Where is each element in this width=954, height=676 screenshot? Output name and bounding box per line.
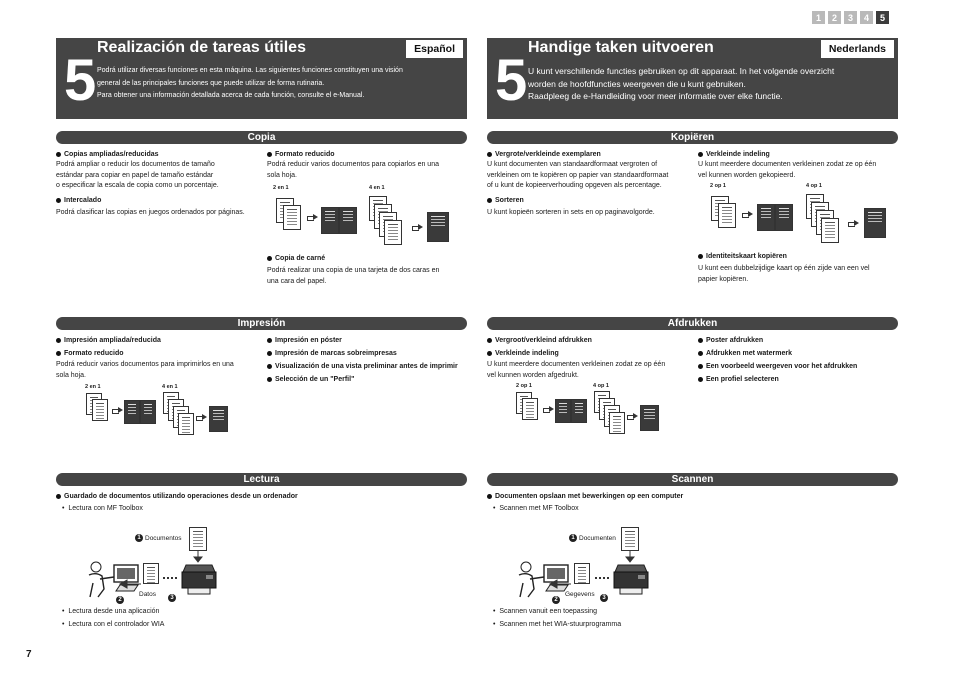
left-copy-item bbox=[56, 151, 159, 158]
bullet-label: Formato reducido bbox=[64, 350, 124, 357]
bullet-label: Vergroot/verkleind afdrukken bbox=[495, 337, 592, 344]
output-page-icon bbox=[757, 204, 775, 231]
left-scan-sub: • Lectura con MF Toolbox bbox=[62, 505, 143, 512]
bullet-label: Vergrote/verkleinde exemplaren bbox=[495, 151, 601, 158]
bullet-label: Impresión de marcas sobreimpresas bbox=[275, 350, 397, 357]
right-title: Handige taken uitvoeren bbox=[528, 39, 714, 56]
bullet-label: Visualización de una vista preliminar antes de imprimir bbox=[275, 363, 458, 370]
page-tabs bbox=[812, 11, 889, 24]
bullet-icon bbox=[267, 338, 272, 343]
right-copy-item bbox=[698, 151, 770, 158]
left-copy-text bbox=[267, 266, 439, 287]
bullet-icon bbox=[487, 351, 492, 356]
docs-label: Documentos bbox=[145, 534, 182, 542]
text-line: papier kopiëren. bbox=[698, 275, 749, 283]
right-print-item bbox=[698, 363, 857, 370]
text-line: una cara del papel. bbox=[267, 277, 327, 285]
document-icon bbox=[821, 218, 839, 243]
arrow-down-icon bbox=[625, 551, 635, 563]
right-print-label-2in1: 2 op 1 bbox=[516, 383, 532, 389]
output-page-icon bbox=[864, 208, 886, 238]
right-copy-text bbox=[698, 160, 876, 181]
page-tab-1[interactable]: 1 bbox=[812, 11, 825, 24]
right-intro-line: U kunt verschillende functies gebruiken op dit apparaat. In het volgende overzicht bbox=[528, 66, 835, 76]
right-copy-label-2in1: 2 op 1 bbox=[710, 183, 726, 189]
bullet-icon bbox=[267, 152, 272, 157]
right-scan-sub: • Scannen met het WIA-stuurprogramma bbox=[493, 621, 622, 628]
bullet-label: Identiteitskaart kopiëren bbox=[706, 253, 787, 260]
left-header-banner bbox=[56, 38, 467, 119]
output-page-icon bbox=[124, 400, 140, 424]
data-file-icon bbox=[574, 563, 590, 584]
bullet-icon bbox=[56, 494, 61, 499]
page-tab-2[interactable]: 2 bbox=[828, 11, 841, 24]
bullet-label: Sorteren bbox=[495, 197, 524, 204]
arrow-right-icon bbox=[307, 214, 317, 221]
output-page-icon bbox=[555, 399, 571, 423]
output-page-icon bbox=[775, 204, 793, 231]
right-scan-sub: • Scannen met MF Toolbox bbox=[493, 505, 579, 512]
left-print-item bbox=[267, 363, 458, 370]
right-copy-text: U kunt kopieën sorteren in sets en op paginavolgorde. bbox=[487, 209, 655, 216]
left-intro-line: Podrá utilizar diversas funciones en esta máquina. Las siguientes funciones constituyen una visión bbox=[97, 67, 403, 74]
page-tab-3[interactable]: 3 bbox=[844, 11, 857, 24]
bullet-label: Selección de un "Perfil" bbox=[275, 376, 355, 383]
left-print-item bbox=[267, 376, 354, 383]
output-page-icon bbox=[140, 400, 156, 424]
text-line: U kunt een dubbelzijdige kaart op één zijde van een vel bbox=[698, 265, 870, 272]
arrow-right-icon bbox=[742, 211, 752, 218]
bullet-label: Een profiel selecteren bbox=[706, 376, 779, 383]
document-icon bbox=[384, 220, 402, 245]
text-line: U kunt meerdere documenten verkleinen zodat ze op één bbox=[487, 361, 666, 368]
bullet-icon bbox=[487, 152, 492, 157]
left-copy-label-4in1: 4 en 1 bbox=[369, 185, 385, 191]
bullet-icon bbox=[487, 338, 492, 343]
data-file-icon bbox=[143, 563, 159, 584]
text-line: verkleinen om te kopiëren op papier van standaardformaat bbox=[487, 171, 669, 179]
right-scan-sub: • Scannen vanuit een toepassing bbox=[493, 608, 598, 615]
document-icon bbox=[609, 412, 625, 434]
left-scan-item bbox=[56, 493, 298, 500]
arrow-right-icon bbox=[196, 414, 206, 421]
left-scan-sub: • Lectura desde una aplicación bbox=[62, 608, 160, 615]
right-copy-text bbox=[698, 264, 870, 285]
arrow-right-icon bbox=[112, 407, 122, 414]
bullet-icon bbox=[56, 152, 61, 157]
left-intro-line: Para obtener una información detallada acerca de cada función, consulte el e-Manual. bbox=[97, 92, 365, 99]
left-copy-text: Podrá clasificar las copias en juegos ordenados por páginas. bbox=[56, 209, 245, 216]
dotted-connector bbox=[163, 577, 177, 579]
right-print-label-4in1: 4 op 1 bbox=[593, 383, 609, 389]
page-tab-4[interactable]: 4 bbox=[860, 11, 873, 24]
bullet-icon bbox=[698, 152, 703, 157]
text-line: Podrá ampliar o reducir los documentos de tamaño bbox=[56, 161, 215, 168]
right-print-item bbox=[487, 337, 592, 344]
arrow-right-icon bbox=[848, 220, 858, 227]
left-print-item bbox=[267, 337, 342, 344]
bullet-icon bbox=[698, 351, 703, 356]
bullet-icon bbox=[56, 338, 61, 343]
bullet-icon bbox=[267, 351, 272, 356]
output-page-icon bbox=[640, 405, 659, 431]
text-line: Podrá reducir varios documentos para imprimirlos en una bbox=[56, 361, 234, 368]
right-copy-item bbox=[698, 253, 787, 260]
data-label: Gegevens bbox=[565, 591, 595, 598]
document-icon bbox=[92, 399, 108, 421]
printer-scanner-icon bbox=[612, 564, 650, 596]
left-print-item bbox=[56, 350, 124, 357]
output-page-icon bbox=[209, 406, 228, 432]
bullet-icon bbox=[698, 377, 703, 382]
left-intro-line: general de las principales funciones que puede utilizar de forma rutinaria. bbox=[97, 79, 325, 87]
right-copy-label-4in1: 4 op 1 bbox=[806, 183, 822, 189]
sub-label: Lectura con MF Toolbox bbox=[68, 505, 143, 512]
output-page-icon bbox=[571, 399, 587, 423]
bullet-icon bbox=[698, 364, 703, 369]
sub-label: Lectura con el controlador WIA bbox=[68, 621, 165, 628]
step-1-icon: 1 bbox=[569, 534, 577, 542]
left-copy-item bbox=[267, 151, 335, 158]
text-line: sola hoja. bbox=[267, 171, 297, 179]
bullet-label: Copia de carné bbox=[275, 255, 326, 262]
text-line: vel kunnen worden gekopieerd. bbox=[698, 171, 796, 179]
text-line: o especificar la escala de copia como un porcentaje. bbox=[56, 182, 219, 190]
bullet-icon bbox=[56, 351, 61, 356]
arrow-right-icon bbox=[627, 413, 637, 420]
right-print-text bbox=[487, 360, 665, 381]
right-chapter-number: 5 bbox=[495, 48, 528, 113]
document-icon bbox=[522, 398, 538, 420]
dotted-connector bbox=[595, 577, 609, 579]
sub-label: Scannen vanuit een toepassing bbox=[499, 608, 598, 615]
bullet-label: Documenten opslaan met bewerkingen op een computer bbox=[495, 493, 684, 500]
right-intro-line: Raadpleeg de e-Handleiding voor meer informatie over elke functie. bbox=[528, 91, 783, 101]
bullet-label: Verkleinde indeling bbox=[495, 350, 559, 357]
bullet-label: Poster afdrukken bbox=[706, 337, 764, 344]
left-print-item bbox=[267, 350, 397, 357]
left-copy-text bbox=[56, 160, 219, 192]
printer-scanner-icon bbox=[180, 564, 218, 596]
left-print-item bbox=[56, 337, 161, 344]
left-print-label-2in1: 2 en 1 bbox=[85, 384, 101, 390]
docs-label: Documenten bbox=[579, 534, 616, 542]
bullet-icon bbox=[487, 494, 492, 499]
left-print-text bbox=[56, 360, 234, 381]
step-3-icon: 3 bbox=[600, 586, 608, 604]
right-print-item bbox=[698, 376, 779, 383]
step-1-label bbox=[135, 534, 182, 542]
right-copy-item bbox=[487, 151, 601, 158]
document-icon bbox=[178, 413, 194, 435]
right-print-item bbox=[698, 337, 763, 344]
arrow-down-icon bbox=[193, 551, 203, 563]
left-scan-sub: • Lectura con el controlador WIA bbox=[62, 621, 165, 628]
data-label: Datos bbox=[139, 591, 156, 598]
bullet-icon bbox=[267, 364, 272, 369]
output-page-icon bbox=[427, 212, 449, 242]
step-2-icon: 2 bbox=[552, 588, 560, 606]
right-print-item bbox=[487, 350, 559, 357]
right-print-item bbox=[698, 350, 792, 357]
left-copy-text bbox=[267, 160, 439, 181]
bullet-icon bbox=[698, 338, 703, 343]
right-language-label: Nederlands bbox=[821, 40, 894, 58]
bullet-label: Afdrukken met watermerk bbox=[706, 350, 792, 357]
bullet-icon bbox=[698, 254, 703, 259]
bullet-label: Formato reducido bbox=[275, 151, 335, 158]
left-language-label: Español bbox=[406, 40, 463, 58]
page-number: 7 bbox=[26, 649, 32, 660]
step-1-icon: 1 bbox=[135, 534, 143, 542]
right-intro-line: worden de hoofdfuncties weergeven die u kunt gebruiken. bbox=[528, 78, 746, 89]
text-line: Podrá reducir varios documentos para copiarlos en una bbox=[267, 161, 439, 168]
left-title: Realización de tareas útiles bbox=[97, 39, 306, 56]
step-2-icon: 2 bbox=[116, 588, 124, 606]
left-intro bbox=[97, 65, 403, 103]
bullet-label: Impresión en póster bbox=[275, 337, 342, 344]
left-scan-header: Lectura bbox=[56, 473, 467, 486]
step-1-label bbox=[569, 534, 616, 542]
document-icon bbox=[189, 527, 207, 551]
text-line: U kunt documenten van standaardformaat vergroten of bbox=[487, 161, 658, 168]
bullet-label: Intercalado bbox=[64, 197, 102, 204]
bullet-label: Verkleinde indeling bbox=[706, 151, 770, 158]
text-line: U kunt meerdere documenten verkleinen zodat ze op één bbox=[698, 161, 877, 168]
left-print-label-4in1: 4 en 1 bbox=[162, 384, 178, 390]
bullet-icon bbox=[267, 256, 272, 261]
bullet-icon bbox=[56, 198, 61, 203]
left-copy-label-2in1: 2 en 1 bbox=[273, 185, 289, 191]
text-line: sola hoja. bbox=[56, 371, 86, 379]
left-print-header: Impresión bbox=[56, 317, 467, 330]
right-scan-item bbox=[487, 493, 683, 500]
right-intro bbox=[528, 65, 834, 103]
sub-label: Lectura desde una aplicación bbox=[68, 608, 160, 615]
text-line: of u kunt de kopieerverhouding opgeven als percentage. bbox=[487, 182, 662, 190]
arrow-right-icon bbox=[412, 224, 422, 231]
bullet-icon bbox=[267, 377, 272, 382]
arrow-right-icon bbox=[543, 406, 553, 413]
right-print-header: Afdrukken bbox=[487, 317, 898, 330]
document-icon bbox=[718, 203, 736, 228]
right-scan-header: Scannen bbox=[487, 473, 898, 486]
bullet-label: Guardado de documentos utilizando operaciones desde un ordenador bbox=[64, 493, 298, 500]
output-page-icon bbox=[339, 207, 357, 234]
output-page-icon bbox=[321, 207, 339, 234]
left-chapter-number: 5 bbox=[64, 48, 97, 113]
bullet-label: Copias ampliadas/reducidas bbox=[64, 151, 159, 158]
bullet-label: Een voorbeeld weergeven voor het afdrukken bbox=[706, 363, 858, 370]
text-line: Podrá realizar una copia de una tarjeta de dos caras en bbox=[267, 267, 440, 274]
right-copy-header: Kopiëren bbox=[487, 131, 898, 144]
right-header-banner bbox=[487, 38, 898, 119]
document-icon bbox=[621, 527, 639, 551]
sub-label: Scannen met het WIA-stuurprogramma bbox=[499, 621, 622, 628]
page-tab-5[interactable]: 5 bbox=[876, 11, 889, 24]
text-line: estándar para copiar en papel de tamaño estándar bbox=[56, 171, 214, 179]
left-copy-header: Copia bbox=[56, 131, 467, 144]
left-copy-item bbox=[56, 197, 101, 204]
document-icon bbox=[283, 205, 301, 230]
bullet-icon bbox=[487, 198, 492, 203]
right-copy-text bbox=[487, 160, 668, 192]
right-copy-item bbox=[487, 197, 524, 204]
step-3-icon: 3 bbox=[168, 586, 176, 604]
bullet-label: Impresión ampliada/reducida bbox=[64, 337, 161, 344]
sub-label: Scannen met MF Toolbox bbox=[499, 505, 579, 512]
left-copy-item bbox=[267, 255, 325, 262]
text-line: vel kunnen worden afgedrukt. bbox=[487, 371, 579, 379]
